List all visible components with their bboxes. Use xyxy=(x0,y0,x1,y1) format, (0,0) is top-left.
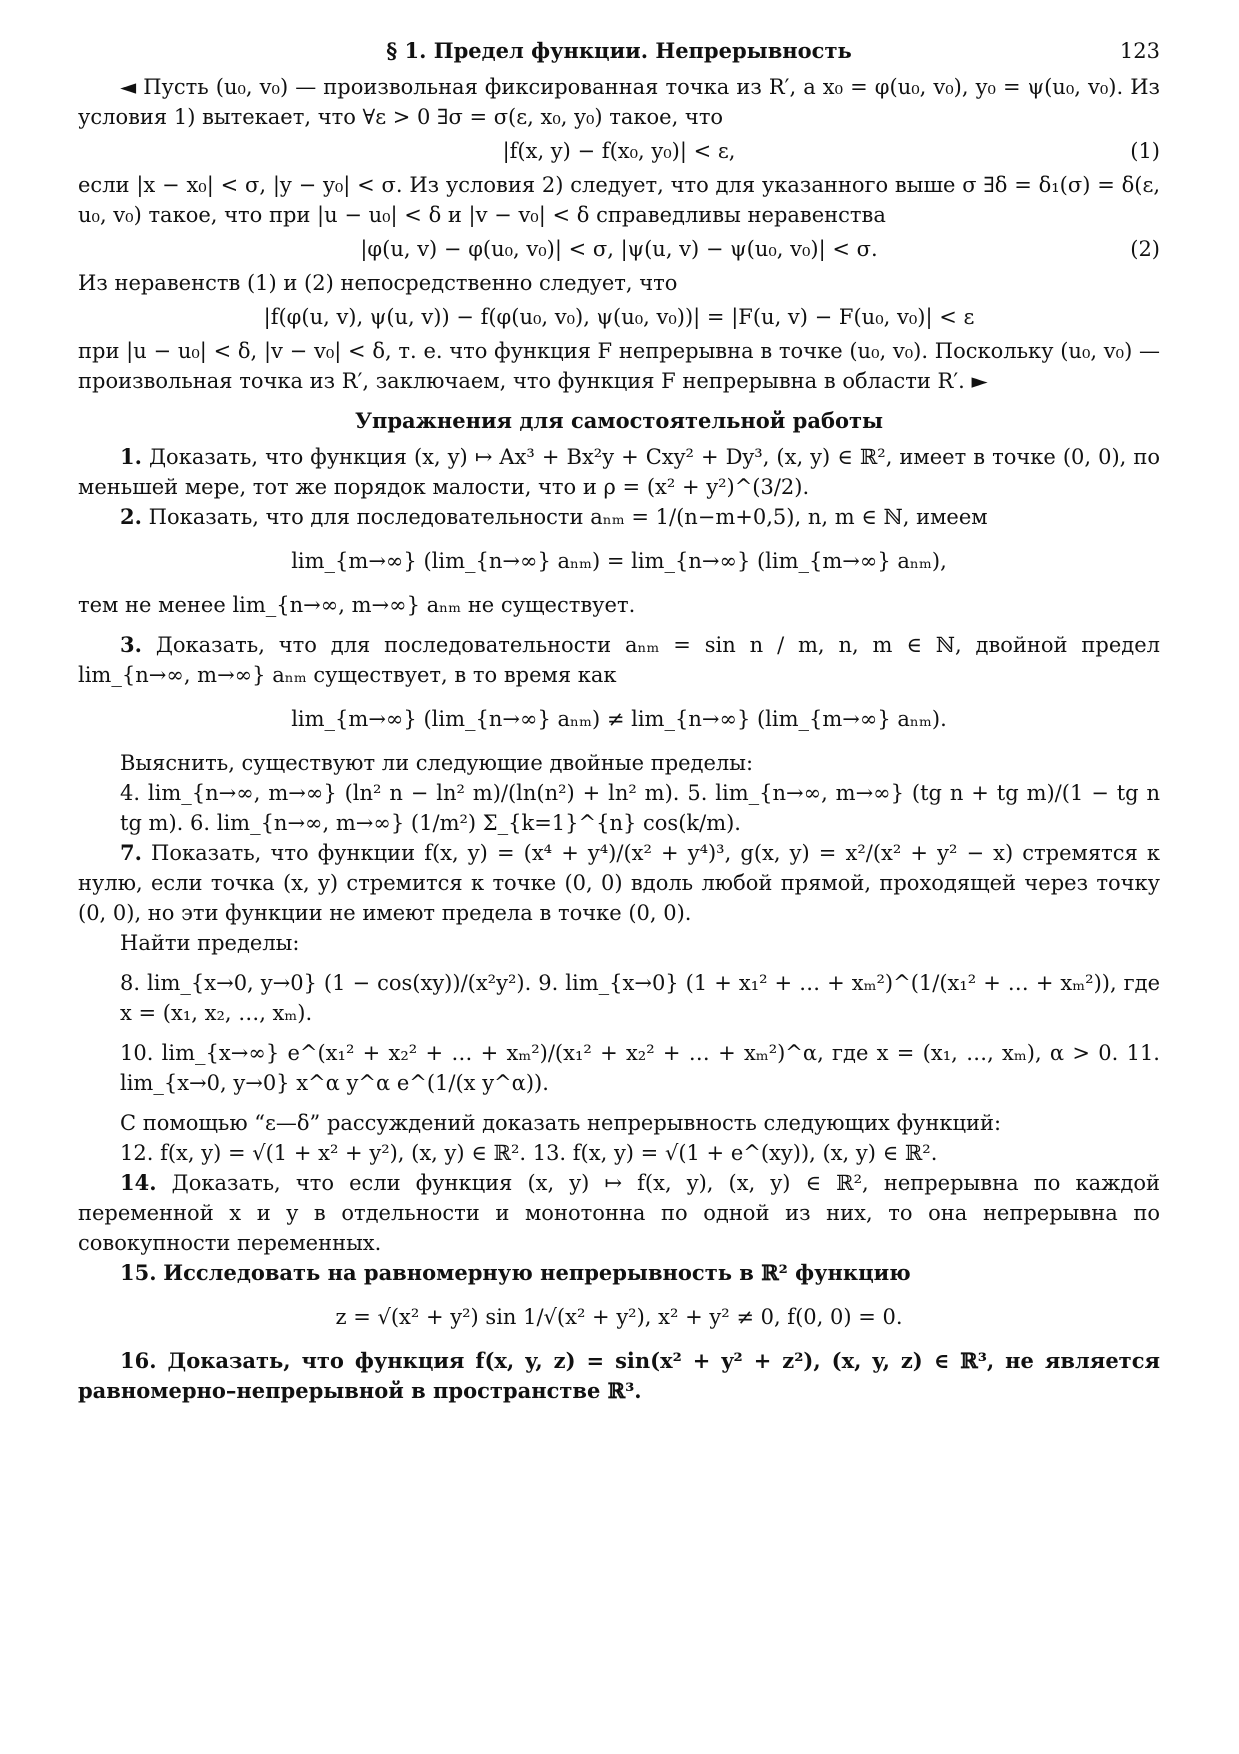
exercise-2-equation xyxy=(78,546,1160,576)
exercise-3 xyxy=(78,630,1160,690)
exercise-7 xyxy=(78,838,1160,928)
proof-paragraph-4: при |u − u₀| < δ, |v − v₀| < δ, т. е. что функция F непрерывна в точке (u₀, v₀). Поскольку (u₀, v₀) — произвольная точка из R′, заключаем, что функция F непрерывна в области R′. ► xyxy=(78,339,1160,393)
exercise-7-number: 7. xyxy=(120,840,142,865)
exercise-2 xyxy=(78,502,1160,532)
equation-1-number: (1) xyxy=(1130,139,1160,163)
exercise-3-number: 3. xyxy=(120,632,142,657)
exercise-2-tail: тем не менее lim_{n→∞, m→∞} aₙₘ не существует. xyxy=(78,593,636,617)
document-page xyxy=(78,30,1160,1730)
spacer xyxy=(78,958,1160,968)
eps-delta-instruction: С помощью “ε—δ” рассуждений доказать непрерывность следующих функций: xyxy=(120,1111,1002,1135)
exercise-15 xyxy=(78,1258,1160,1288)
exercise-1 xyxy=(78,442,1160,502)
double-limits-instruction: Выяснить, существуют ли следующие двойные пределы: xyxy=(120,751,754,775)
exercise-14 xyxy=(78,1168,1160,1258)
spacer xyxy=(78,1098,1160,1108)
exercise-16-text: Доказать, что функция f(x, y, z) = sin(x² + y² + z²), (x, y, z) ∈ ℝ³, не является равномерно–непрерывной в пространстве ℝ³. xyxy=(78,1348,1160,1403)
exercises-10-11: 10. lim_{x→∞} e^(x₁² + x₂² + … + xₘ²)/(x₁² + x₂² + … + xₘ²)^α, где x = (x₁, …, xₘ), α > 0. 11. lim_{x→0, y→0} x^α y^α e^(1/(x y^α)). xyxy=(120,1041,1160,1095)
exercise-1-text: Доказать, что функция (x, y) ↦ Ax³ + Bx²y + Cxy² + Dy³, (x, y) ∈ ℝ², имеет в точке (0, 0), по меньшей мере, тот же порядок малости, что и ρ = (x² + y²)^(3/2). xyxy=(78,445,1160,499)
exercise-14-number: 14. xyxy=(120,1170,157,1195)
exercise-3-equation xyxy=(78,704,1160,734)
exercise-16 xyxy=(78,1346,1160,1406)
spacer xyxy=(78,1028,1160,1038)
equation-3-body: |f(φ(u, v), ψ(u, v)) − f(φ(u₀, v₀), ψ(u₀, v₀))| = |F(u, v) − F(u₀, v₀)| < ε xyxy=(263,305,975,329)
exercises-8-9: 8. lim_{x→0, y→0} (1 − cos(xy))/(x²y²). 9. lim_{x→0} (1 + x₁² + … + xₘ²)^(1/(x₁² + … + xₘ²)), где x = (x₁, x₂, …, xₘ). xyxy=(120,971,1160,1025)
exercise-15-equation xyxy=(78,1302,1160,1332)
exercise-16-number: 16. xyxy=(120,1348,157,1373)
exercise-14-text: Доказать, что если функция (x, y) ↦ f(x, y), (x, y) ∈ ℝ², непрерывна по каждой переменной x и y в отдельности и монотонна по одной из них, то она непрерывна по совокупности переменных. xyxy=(78,1171,1160,1255)
equation-1 xyxy=(78,136,1160,166)
exercise-1-number: 1. xyxy=(120,444,142,469)
proof-paragraph-3: Из неравенств (1) и (2) непосредственно следует, что xyxy=(78,271,678,295)
exercise-2-equation-body: lim_{m→∞} (lim_{n→∞} aₙₘ) = lim_{n→∞} (lim_{m→∞} aₙₘ), xyxy=(291,549,947,573)
exercises-section-title: Упражнения для самостоятельной работы xyxy=(354,408,884,433)
equation-2 xyxy=(78,234,1160,264)
exercise-3-text: Доказать, что для последовательности aₙₘ = sin n / m, n, m ∈ ℕ, двойной предел lim_{n→∞, m→∞} aₙₘ существует, в то время как xyxy=(78,633,1160,687)
proof-paragraph-2: если |x − x₀| < σ, |y − y₀| < σ. Из условия 2) следует, что для указанного выше σ ∃δ = δ₁(σ) = δ(ε, u₀, v₀) такое, что при |u − u₀| < δ и |v − v₀| < δ справедливы неравенства xyxy=(78,173,1160,227)
equation-2-number: (2) xyxy=(1130,237,1160,261)
proof-paragraph-1: ◄ Пусть (u₀, v₀) — произвольная фиксированная точка из R′, а x₀ = φ(u₀, v₀), y₀ = ψ(u₀, v₀). Из условия 1) вытекает, что ∀ε > 0 ∃σ = σ(ε, x₀, y₀) такое, что xyxy=(78,75,1160,129)
page-number: 123 xyxy=(1119,39,1160,63)
exercise-7-text: Показать, что функции f(x, y) = (x⁴ + y⁴)/(x² + y⁴)³, g(x, y) = x²/(x² + y² − x) стремятся к нулю, если точка (x, y) стремится к точке (0, 0) вдоль любой прямой, проходящей через точку (0, 0), но эти функции не имеют предела в точке (0, 0). xyxy=(78,841,1160,925)
exercise-3-equation-body: lim_{m→∞} (lim_{n→∞} aₙₘ) ≠ lim_{n→∞} (lim_{m→∞} aₙₘ). xyxy=(291,707,947,731)
equation-3 xyxy=(78,302,1160,332)
find-limits-instruction: Найти пределы: xyxy=(120,931,300,955)
running-header xyxy=(78,30,1160,72)
exercise-2-number: 2. xyxy=(120,504,142,529)
exercise-15-equation-body: z = √(x² + y²) sin 1/√(x² + y²), x² + y² ≠ 0, f(0, 0) = 0. xyxy=(335,1305,903,1329)
exercise-15-number: 15. xyxy=(120,1260,157,1285)
equation-1-body: |f(x, y) − f(x₀, y₀)| < ε, xyxy=(502,139,736,163)
equation-2-body: |φ(u, v) − φ(u₀, v₀)| < σ, |ψ(u, v) − ψ(u₀, v₀)| < σ. xyxy=(360,237,878,261)
exercises-12-13: 12. f(x, y) = √(1 + x² + y²), (x, y) ∈ ℝ². 13. f(x, y) = √(1 + e^(xy)), (x, y) ∈ ℝ². xyxy=(120,1141,938,1165)
exercises-4-6: 4. lim_{n→∞, m→∞} (ln² n − ln² m)/(ln(n²) + ln² m). 5. lim_{n→∞, m→∞} (tg n + tg m)/(1 − tg n tg m). 6. lim_{n→∞, m→∞} (1/m²) Σ_{k=1}^{n} cos(k/m). xyxy=(120,781,1160,835)
exercise-2-text: Показать, что для последовательности aₙₘ = 1/(n−m+0,5), n, m ∈ ℕ, имеем xyxy=(148,505,988,529)
section-header-title: § 1. Предел функции. Непрерывность xyxy=(386,38,852,63)
spacer xyxy=(78,620,1160,630)
exercise-15-text: Исследовать на равномерную непрерывность в ℝ² функцию xyxy=(163,1260,911,1285)
